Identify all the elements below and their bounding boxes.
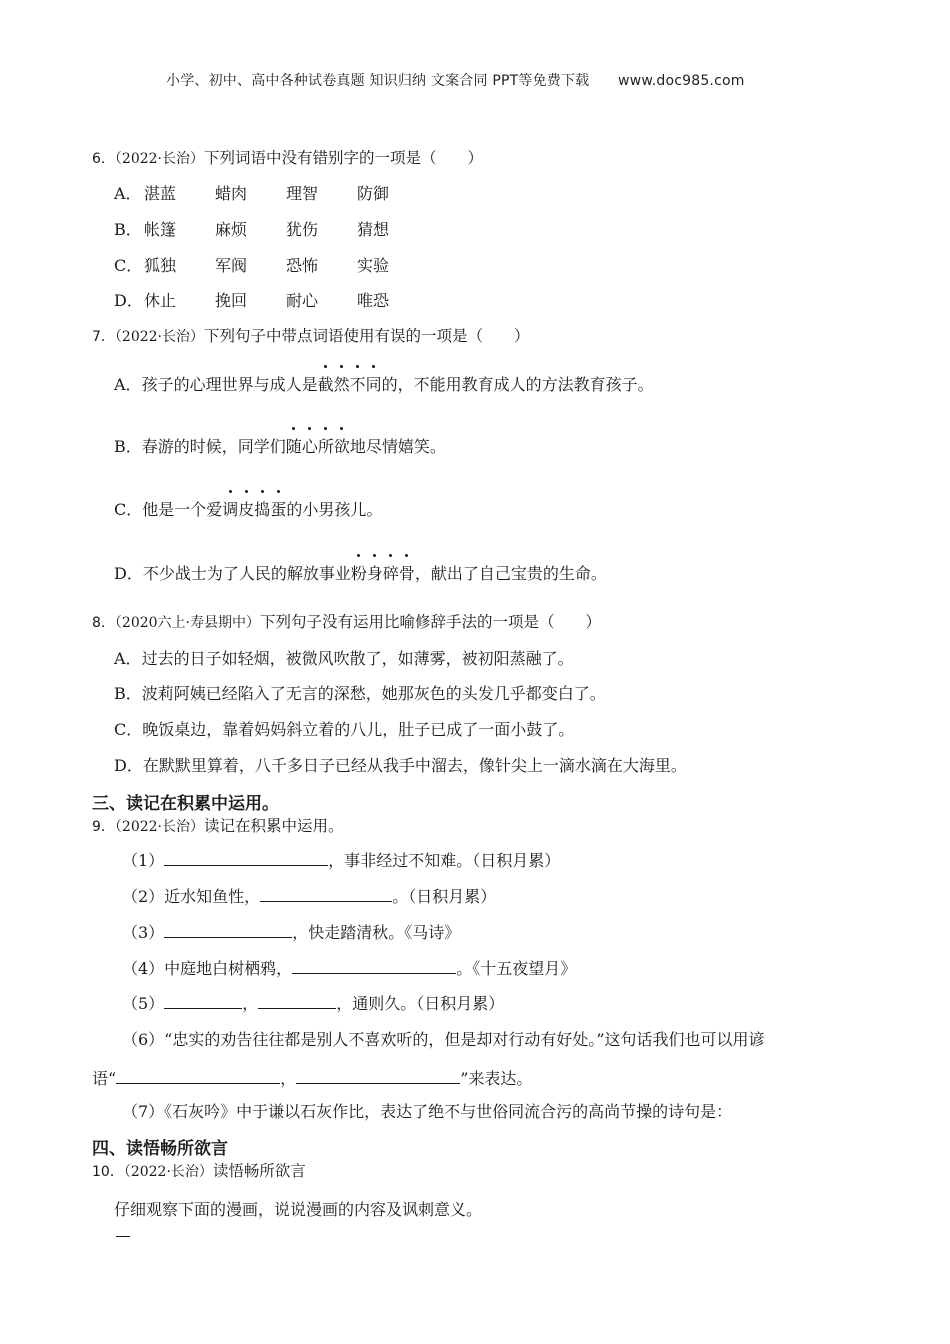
option-label: D．	[114, 564, 143, 583]
option-label: A．	[114, 649, 142, 668]
question-number: 6．	[92, 151, 115, 167]
dotted-char: 然	[334, 372, 350, 395]
dotted-char: 皮	[238, 497, 254, 520]
option-word: 狐独	[144, 256, 177, 275]
section-4-title: 四、读悟畅所欲言	[92, 1139, 228, 1159]
option-label: B．	[114, 684, 142, 703]
question-stem: 下列句子中带点词语使用有误的一项是（ ）	[204, 327, 530, 345]
item-text: （5）	[122, 994, 165, 1013]
answer-blank[interactable]	[164, 994, 242, 1009]
sentence-text: 春游的时候，同学们	[141, 437, 286, 456]
question-source: （2022·长治）	[114, 151, 205, 167]
dotted-char: 所	[318, 434, 334, 457]
q8-option-a	[114, 646, 574, 669]
question-source: （2020六上·寿县期中）	[114, 615, 261, 631]
question-6	[92, 146, 483, 168]
sentence-text: 他是一个爱	[142, 500, 223, 519]
item-text: ”来表达。	[460, 1069, 533, 1088]
q9-item-6-line2	[92, 1066, 532, 1089]
q6-option-b	[114, 217, 428, 240]
item-text: 。（日积月累）	[392, 887, 497, 906]
question-source: （2022·长治）	[114, 329, 205, 345]
sentence-text: 的，不能用教育成人的方法教育孩子。	[381, 375, 654, 394]
answer-blank[interactable]	[260, 887, 392, 902]
option-label: B．	[114, 437, 142, 456]
sentence-text: 不少战士为了人民的解放事业	[142, 564, 351, 583]
option-word: 蜡肉	[215, 184, 248, 203]
dotted-char: 身	[367, 561, 383, 584]
option-label: D．	[114, 756, 143, 775]
question-stem: 读记在积累中运用。	[204, 817, 344, 835]
answer-blank[interactable]	[164, 851, 328, 866]
dotted-char: 不	[350, 372, 366, 395]
q7-option-a	[114, 372, 654, 395]
question-number: 7．	[92, 329, 115, 345]
dotted-char: 捣	[254, 497, 270, 520]
q6-option-d	[114, 288, 428, 311]
q9-item-1	[122, 848, 560, 871]
question-source: （2022·长治）	[123, 1164, 213, 1180]
q9-item-7: （7）《石灰吟》中于谦以石灰作比，表达了绝不与世俗同流合污的高尚节操的诗句是：	[122, 1102, 733, 1121]
question-8	[92, 610, 601, 632]
dotted-char: 蛋	[270, 497, 286, 520]
sentence-text: 过去的日子如轻烟，被微风吹散了，如薄雾，被初阳蒸融了。	[141, 649, 574, 668]
q9-item-4	[122, 956, 576, 979]
option-word: 恐怖	[286, 256, 319, 275]
dotted-char: 粉	[351, 561, 367, 584]
q9-item-6-line1: （6）“忠实的劝告往往都是别人不喜欢听的，但是却对行动有好处。”这句话我们也可以用谚	[122, 1030, 765, 1049]
section-3-title: 三、读记在积累中运用。	[92, 794, 279, 814]
sentence-text: 波莉阿姨已经陷入了无言的深愁，她那灰色的头发几乎都变白了。	[141, 684, 606, 703]
question-stem: 下列句子没有运用比喻修辞手法的一项是（ ）	[260, 613, 602, 631]
header-url[interactable]: www.doc985.com	[618, 73, 745, 89]
item-text: ，事非经过不知难。（日积月累）	[328, 851, 561, 870]
option-word: 休止	[144, 291, 177, 310]
option-word: 军阀	[215, 256, 248, 275]
item-text: 语“	[92, 1069, 117, 1088]
answer-line[interactable]	[116, 1236, 130, 1237]
sentence-text: 晚饭桌边，靠着妈妈斜立着的八儿，肚子已成了一面小鼓了。	[142, 720, 575, 739]
answer-blank[interactable]	[116, 1069, 280, 1084]
option-word: 麻烦	[215, 220, 248, 239]
dotted-char: 同	[366, 372, 382, 395]
option-label: C．	[114, 256, 143, 275]
option-label: C．	[114, 720, 143, 739]
option-word: 犹伤	[286, 220, 319, 239]
dotted-char: 欲	[334, 434, 350, 457]
page-header	[166, 70, 745, 90]
sentence-text: ，献出了自己宝贵的生命。	[414, 564, 607, 583]
dotted-char: 碎	[383, 561, 399, 584]
q10-instruction: 仔细观察下面的漫画，说说漫画的内容及讽刺意义。	[114, 1200, 483, 1219]
sentence-text: 的小男孩儿。	[286, 500, 383, 519]
question-number: 10．	[92, 1164, 124, 1180]
option-word: 湛蓝	[144, 184, 177, 203]
answer-blank[interactable]	[296, 1069, 460, 1084]
option-word: 耐心	[286, 291, 319, 310]
sentence-text: 地尽情嬉笑。	[349, 437, 446, 456]
q8-option-d	[114, 753, 687, 776]
question-number: 9．	[92, 819, 115, 835]
option-label: D．	[114, 291, 143, 310]
q8-option-c	[114, 717, 574, 740]
q7-option-c	[114, 497, 382, 520]
option-word: 挽回	[215, 291, 248, 310]
dotted-char: 截	[318, 372, 334, 395]
item-text: （1）	[122, 851, 165, 870]
question-stem: 读悟畅所欲言	[212, 1162, 306, 1180]
answer-blank[interactable]	[258, 994, 336, 1009]
option-word: 唯恐	[357, 291, 390, 310]
item-text: ，快走踏清秋。《马诗》	[292, 923, 461, 942]
item-text: （3）	[122, 923, 165, 942]
item-text: （2）近水知鱼性，	[122, 887, 261, 906]
sentence-text: 孩子的心理世界与成人是	[141, 375, 318, 394]
option-word: 理智	[286, 184, 319, 203]
option-label: B．	[114, 220, 142, 239]
q9-item-3	[122, 920, 460, 943]
sentence-text: 在默默里算着，八千多日子已经从我手中溜去，像针尖上一滴水滴在大海里。	[142, 756, 687, 775]
question-source: （2022·长治）	[114, 819, 205, 835]
q6-option-a	[114, 181, 428, 204]
item-text: 。《十五夜望月》	[456, 959, 577, 978]
dotted-char: 心	[302, 434, 318, 457]
q7-option-d	[114, 561, 607, 584]
q8-option-b	[114, 681, 606, 704]
question-10	[92, 1159, 306, 1181]
dotted-char: 调	[222, 497, 238, 520]
dotted-char: 骨	[399, 561, 415, 584]
answer-blank[interactable]	[292, 959, 456, 974]
q9-item-2	[122, 884, 496, 907]
item-text: ，	[280, 1069, 297, 1088]
q6-option-c	[114, 253, 428, 276]
option-word: 帐篷	[144, 220, 177, 239]
option-word: 实验	[357, 256, 390, 275]
q7-option-b	[114, 434, 446, 457]
option-label: C．	[114, 500, 143, 519]
option-label: A．	[114, 375, 142, 394]
item-text: ，通则久。（日积月累）	[336, 994, 505, 1013]
option-label: A．	[114, 184, 142, 203]
option-word: 猜想	[357, 220, 390, 239]
q9-item-5	[122, 991, 504, 1014]
option-word: 防御	[357, 184, 390, 203]
item-text: （4）中庭地白树栖鸦，	[122, 959, 293, 978]
dotted-char: 随	[286, 434, 302, 457]
question-stem: 下列词语中没有错别字的一项是（ ）	[204, 149, 484, 167]
answer-blank[interactable]	[164, 923, 292, 938]
question-number: 8．	[92, 615, 115, 631]
header-text: 小学、初中、高中各种试卷真题 知识归纳 文案合同 PPT等免费下载	[166, 73, 590, 89]
question-9	[92, 814, 344, 836]
question-7	[92, 324, 530, 346]
item-text: ，	[242, 994, 259, 1013]
